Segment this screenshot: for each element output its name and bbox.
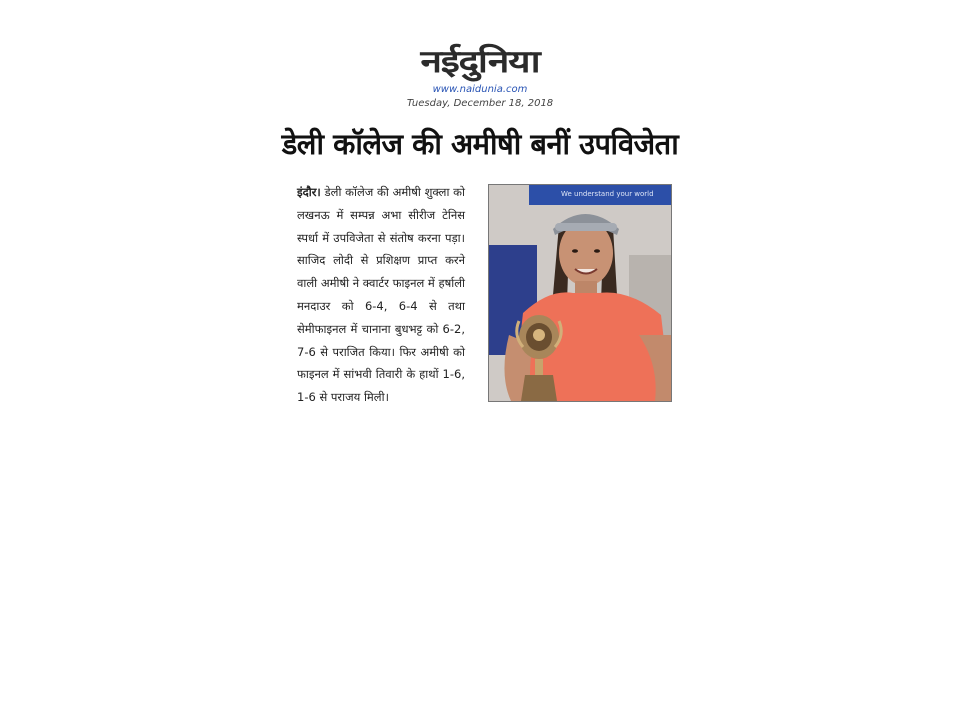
article-body <box>297 181 465 409</box>
sponsor-banner-text: We understand your world <box>561 190 654 198</box>
website-url[interactable]: www.naidunia.com <box>432 84 528 95</box>
article-dateline: इंदौर। <box>297 185 321 199</box>
article-body-text: डेली कॉलेज की अमीषी शुक्ला को लखनऊ में सम्पन्न अभा सीरीज टेनिस स्पर्धा में उपविजेता से संतोष करना पड़ा। साजिद लोदी से प्रशिक्षण प्राप्त करने वाली अमीषी ने क्वार्टर फाइनल में हर्षाली मनदाउर को 6-4, 6-4 से तथा सेमीफाइनल में चानाना बुधभट्ट को 6-2, 7-6 से पराजित किया। फिर अमीषी को फाइनल में सांभवी तिवारी के हाथों 1-6, 1-6 से पराजय मिली। <box>297 185 465 405</box>
player-photo-illustration <box>489 185 671 401</box>
newspaper-logo: नईदुनिया <box>420 44 540 80</box>
publication-date: Tuesday, December 18, 2018 <box>406 98 554 109</box>
article-photo <box>488 184 672 402</box>
article-headline: डेली कॉलेज की अमीषी बनीं उपविजेता <box>281 127 679 161</box>
